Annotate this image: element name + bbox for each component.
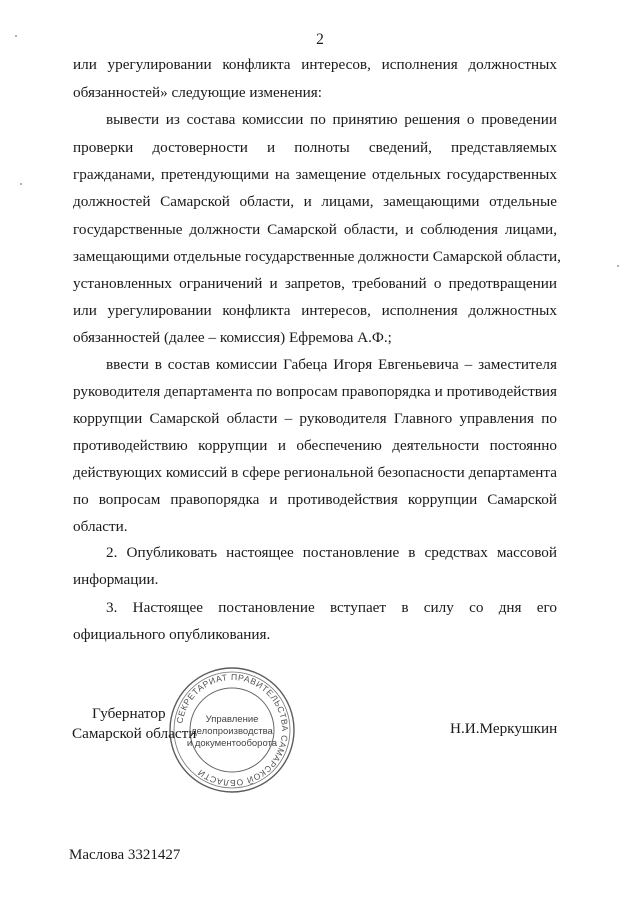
text-line-22: официального опубликования. xyxy=(73,626,271,643)
text-line-2: обязанностей» следующие изменения: xyxy=(73,84,323,101)
text-line-5: гражданами, претендующими на замещение отдельных государственных xyxy=(73,166,557,183)
text-line-6: должностей Самарской области, и лицами, замещающими отдельные xyxy=(73,193,557,210)
text-line-15: противодействию коррупции и обеспечению деятельности постоянно xyxy=(73,437,557,454)
text-line-20: информации. xyxy=(73,571,159,588)
signatory-name: Н.И.Меркушкин xyxy=(450,720,558,737)
text-line-9: установленных ограничений и запретов, требований о предотвращении xyxy=(73,275,557,292)
text-line-17: по вопросам правопорядка и противодействия коррупции Самарской xyxy=(73,491,557,508)
text-line-10: или урегулировании конфликта интересов, исполнения должностных xyxy=(73,302,557,319)
text-line-14: коррупции Самарской области – руководителя Главного управления по xyxy=(73,410,557,427)
signature-title-line1: Губернатор xyxy=(92,705,166,722)
text-line-19: 2. Опубликовать настоящее постановление в средствах массовой xyxy=(106,544,557,561)
text-line-7: государственные должности Самарской области, и соблюдения лицами, xyxy=(73,221,557,238)
text-line-12: ввести в состав комиссии Габеца Игоря Евгеньевича – заместителя xyxy=(106,356,557,373)
footer-contact: Маслова 3321427 xyxy=(69,847,181,863)
stamp-inner-line3: и документооборота xyxy=(186,738,278,749)
text-line-1: или урегулировании конфликта интересов, исполнения должностных xyxy=(73,56,557,73)
scan-speck xyxy=(15,35,17,37)
text-line-3: вывести из состава комиссии по принятию решения о проведении xyxy=(106,111,557,128)
stamp-inner-text xyxy=(180,714,284,750)
scan-speck xyxy=(20,183,22,185)
stamp-ring-text: СЕКРЕТАРИАТ ПРАВИТЕЛЬСТВА САМАРСКОЙ ОБЛАСТИ xyxy=(174,671,291,789)
text-line-8: замещающими отдельные государственные должности Самарской области, xyxy=(73,248,561,265)
stamp-inner-line1: Управление xyxy=(205,714,259,725)
text-line-13: руководителя департамента по вопросам правопорядка и противодействия xyxy=(73,383,557,400)
stamp-inner-line2: делопроизводства xyxy=(191,726,273,737)
text-line-18: области. xyxy=(73,518,128,535)
text-line-4: проверки достоверности и полноты сведений, представляемых xyxy=(73,139,557,156)
text-line-21: 3. Настоящее постановление вступает в силу со дня его xyxy=(106,599,557,616)
page-number: 2 xyxy=(316,31,324,48)
scan-speck xyxy=(617,265,619,267)
text-line-11: обязанностей (далее – комиссия) Ефремова А.Ф.; xyxy=(73,329,392,346)
official-stamp xyxy=(168,666,296,794)
text-line-16: действующих комиссий в сфере региональной безопасности департамента xyxy=(73,464,557,481)
signature-title-line2: Самарской области xyxy=(72,725,197,742)
